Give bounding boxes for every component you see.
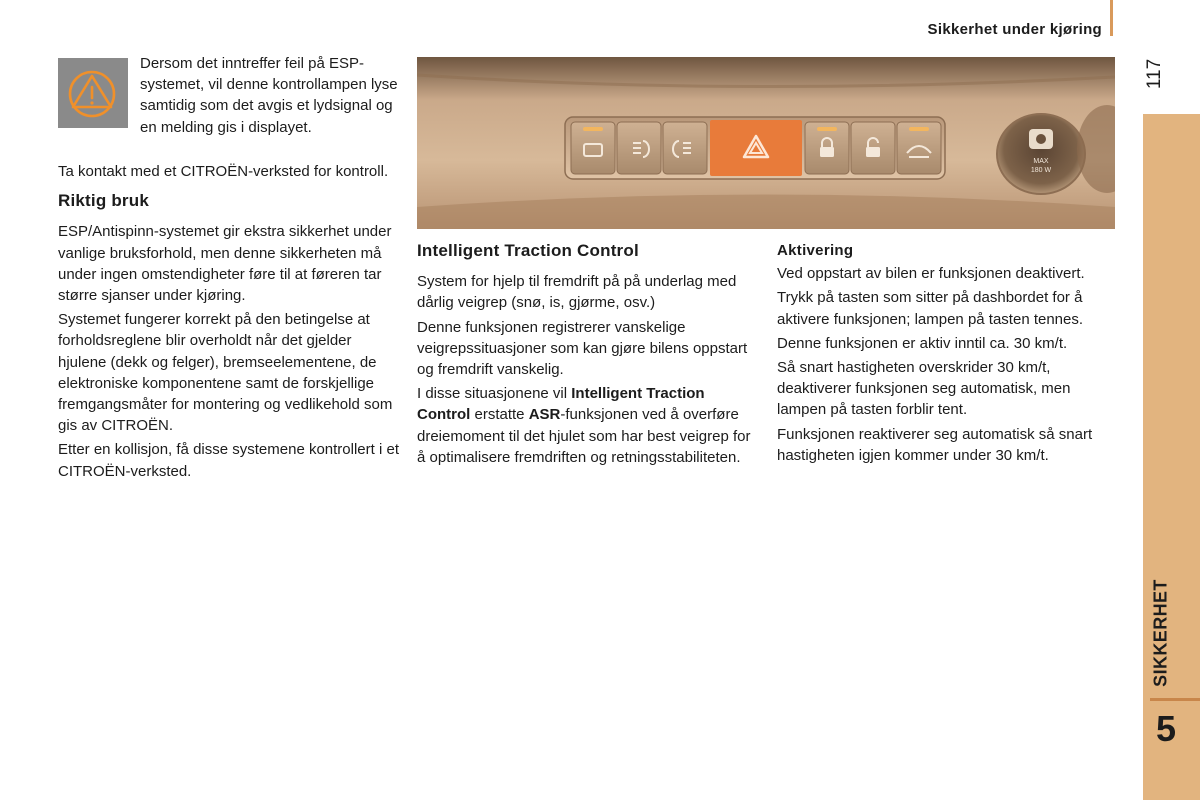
- warning-triangle-icon: [58, 58, 128, 128]
- riktig-bruk-heading: Riktig bruk: [58, 191, 149, 211]
- aktivering-heading: Aktivering: [777, 242, 854, 259]
- paragraph: Så snart hastigheten overskrider 30 km/t, deaktiverer funksjonen seg automatisk, men lampen på tasten forblir tent.: [777, 359, 1071, 419]
- section-title: Sikkerhet under kjøring: [927, 21, 1102, 38]
- paragraph: Etter en kollisjon, få disse systemene kontrollert i et CITROËN-verksted.: [58, 441, 399, 480]
- esp-fault-intro: [140, 53, 402, 141]
- contact-text: Ta kontakt med et CITROËN-verksted for kontroll.: [58, 163, 389, 180]
- header-divider: [1110, 0, 1113, 36]
- warning-triangle-graphic: [58, 58, 128, 128]
- paragraph: System for hjelp til fremdrift på på underlag med dårlig veigrep (snø, is, gjørme, osv.): [417, 273, 737, 312]
- traction-control-heading: Intelligent Traction Control: [417, 241, 639, 260]
- paragraph: Systemet fungerer korrekt på den betingelse at forholdsreglene blir overholdt når det gjelder hjulene (dekk og felger), bremseelementene, de elektroniske komponentene samt de forskjellige fremgangsmåter for montering og vedlikehold som gis av CITROËN.: [58, 311, 393, 435]
- column-2: [417, 240, 757, 471]
- traction-control-term: Intelligent Traction Control: [417, 385, 705, 424]
- dashboard-switch-panel-photo: [417, 57, 1115, 229]
- page-number: 117: [1144, 58, 1165, 90]
- column-3: [777, 240, 1119, 469]
- paragraph: I disse situasjonene vil Intelligent Traction Control erstatte ASR-funksjonen ved å overføre dreiemoment til det hjulet som har best veigrep for å optimalisere fremdriften og retningsstabiliteten.: [417, 385, 751, 466]
- paragraph: Denne funksjonen er aktiv inntil ca. 30 km/t.: [777, 334, 1068, 352]
- chapter-label: SIKKERHET: [1150, 579, 1171, 687]
- paragraph: Ved oppstart av bilen er funksjonen deaktivert.: [777, 265, 1085, 283]
- socket-max-label: MAX: [1033, 158, 1049, 165]
- asr-term: ASR: [528, 406, 561, 424]
- paragraph: Funksjonen reaktiverer seg automatisk så snart hastigheten igjen kommer under 30 km/t.: [777, 425, 1093, 464]
- chapter-divider: [1150, 698, 1200, 701]
- paragraph: Denne funksjonen registrerer vanskelige veigrepssituasjoner som kan gjøre bilens oppstart og fremdrift vanskelig.: [417, 318, 748, 379]
- socket-watt-label: 180 W: [1030, 167, 1052, 174]
- paragraph: Trykk på tasten som sitter på dashbordet for å aktivere funksjonen; lampen på tasten tennes.: [777, 289, 1084, 328]
- paragraph: ESP/Antispinn-systemet gir ekstra sikkerhet under vanlige bruksforhold, men denne sikkerheten må under ingen omstendigheter føre til at føreren tar større sjanser under kjøring.: [58, 223, 392, 305]
- column-1: [58, 161, 402, 485]
- esp-fault-text: Dersom det inntreffer feil på ESP-systemet, vil denne kontrollampen lyse samtidig som det avgis et lydsignal og en melding gis i displayet.: [140, 55, 398, 136]
- chapter-number: 5: [1155, 708, 1177, 749]
